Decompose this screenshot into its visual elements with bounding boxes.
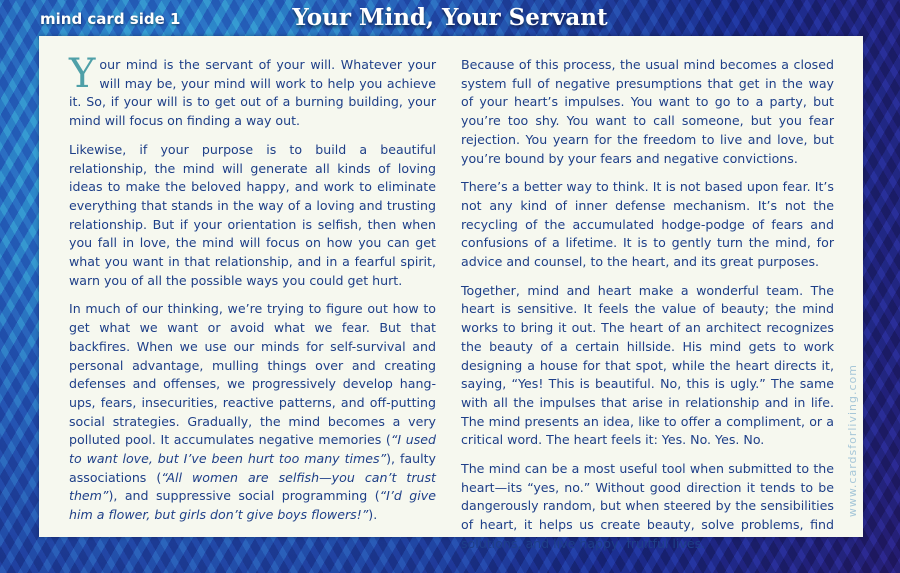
text-panel [39, 36, 863, 551]
paragraph-1-text: our mind is the servant of your will. Whatever your will may be, your mind will work to help you achieve it. So, if your will is to get out of a burning building, your mind will focus on finding a way out. [69, 57, 436, 129]
website-url: www.cardsforliving.com [846, 363, 859, 517]
quote-1: “I used to want love, but I’ve been hurt too many times” [69, 432, 437, 467]
paragraph-3-part-a: In much of our thinking, we’re trying to figure out how to get what we want or avoid what we fear. But that backfires. When we use our minds for self-survival and personal advantage, mulling things over and creating defenses and offenses, we progressively develop hang-ups, fears, insecurities, reactive patterns, and off-putting social strategies. Gradually, the mind becomes a very polluted pool. It accumulates negative memories ( [69, 301, 436, 448]
paragraph-6: Together, mind and heart make a wonderful team. The heart is sensitive. It feels the value of beauty; the mind works to bring it out. The heart of an architect recognizes the beauty of a certain hillside. His mind gets to work designing a house for that spot, while the heart directs it, saying, “Yes! This is beautiful. No, this is ugly.” The same with all the impulses that arise in relationship and in life. The mind presents an idea, like to offer a compliment, or a critical word. The heart feels it: Yes. No. Yes. No. [461, 282, 834, 448]
paragraph-2: Likewise, if your purpose is to build a beautiful relationship, the mind will generate all kinds of loving ideas to make the beloved happy, and work to eliminate everything that stands in the way of a loving and trusting relationship. But if your orientation is selfish, then when you fall in love, the mind will focus on how you can get what you want in that relationship, and in a fearful spirit, warn you of all the possible ways you could get hurt. [69, 141, 436, 288]
paragraph-5: There’s a better way to think. It is not based upon fear. It’s not any kind of inner defense mechanism. It’s not the recycling of the accumulated hodge-podge of fears and confusions of a lifetime. It is to gently turn the mind, for advice and counsel, to the heart, and its great purposes. [461, 179, 834, 270]
quote-2: “All women are selfish—you can’t trust them” [69, 469, 436, 504]
side-label: mind card side 1 [40, 10, 181, 28]
drop-cap: Y [69, 51, 96, 97]
paragraph-3-part-d: ). [368, 507, 378, 523]
left-column [69, 51, 437, 535]
quote-3: “I’d give him a flower, but girls don’t give boys flowers!” [69, 488, 436, 523]
paragraph-1 [69, 51, 436, 131]
paragraph-4: Because of this process, the usual mind becomes a closed system full of negative presumptions that get in the way of your heart’s impulses. You want to go to a party, but you’re too shy. You want to call someone, but you fear rejection. You yearn for the freedom to live and love, but you’re bound by your fears and negative convictions. [461, 57, 834, 166]
paragraph-3 [69, 300, 436, 524]
right-column [461, 56, 834, 564]
paragraph-3-part-c: ), and suppressive social programming ( [108, 488, 380, 504]
card-title: Your Mind, Your Servant [292, 4, 608, 31]
paragraph-3-part-b: ), faulty associations ( [69, 451, 436, 485]
paragraph-7: The mind can be a most useful tool when submitted to the heart—its “yes, no.” Without good direction it tends to be dangerously random, but when steered by the sensibilities of heart, it helps us create beauty, solve problems, find solutions, and live happy, fruitful lives. [461, 461, 834, 551]
